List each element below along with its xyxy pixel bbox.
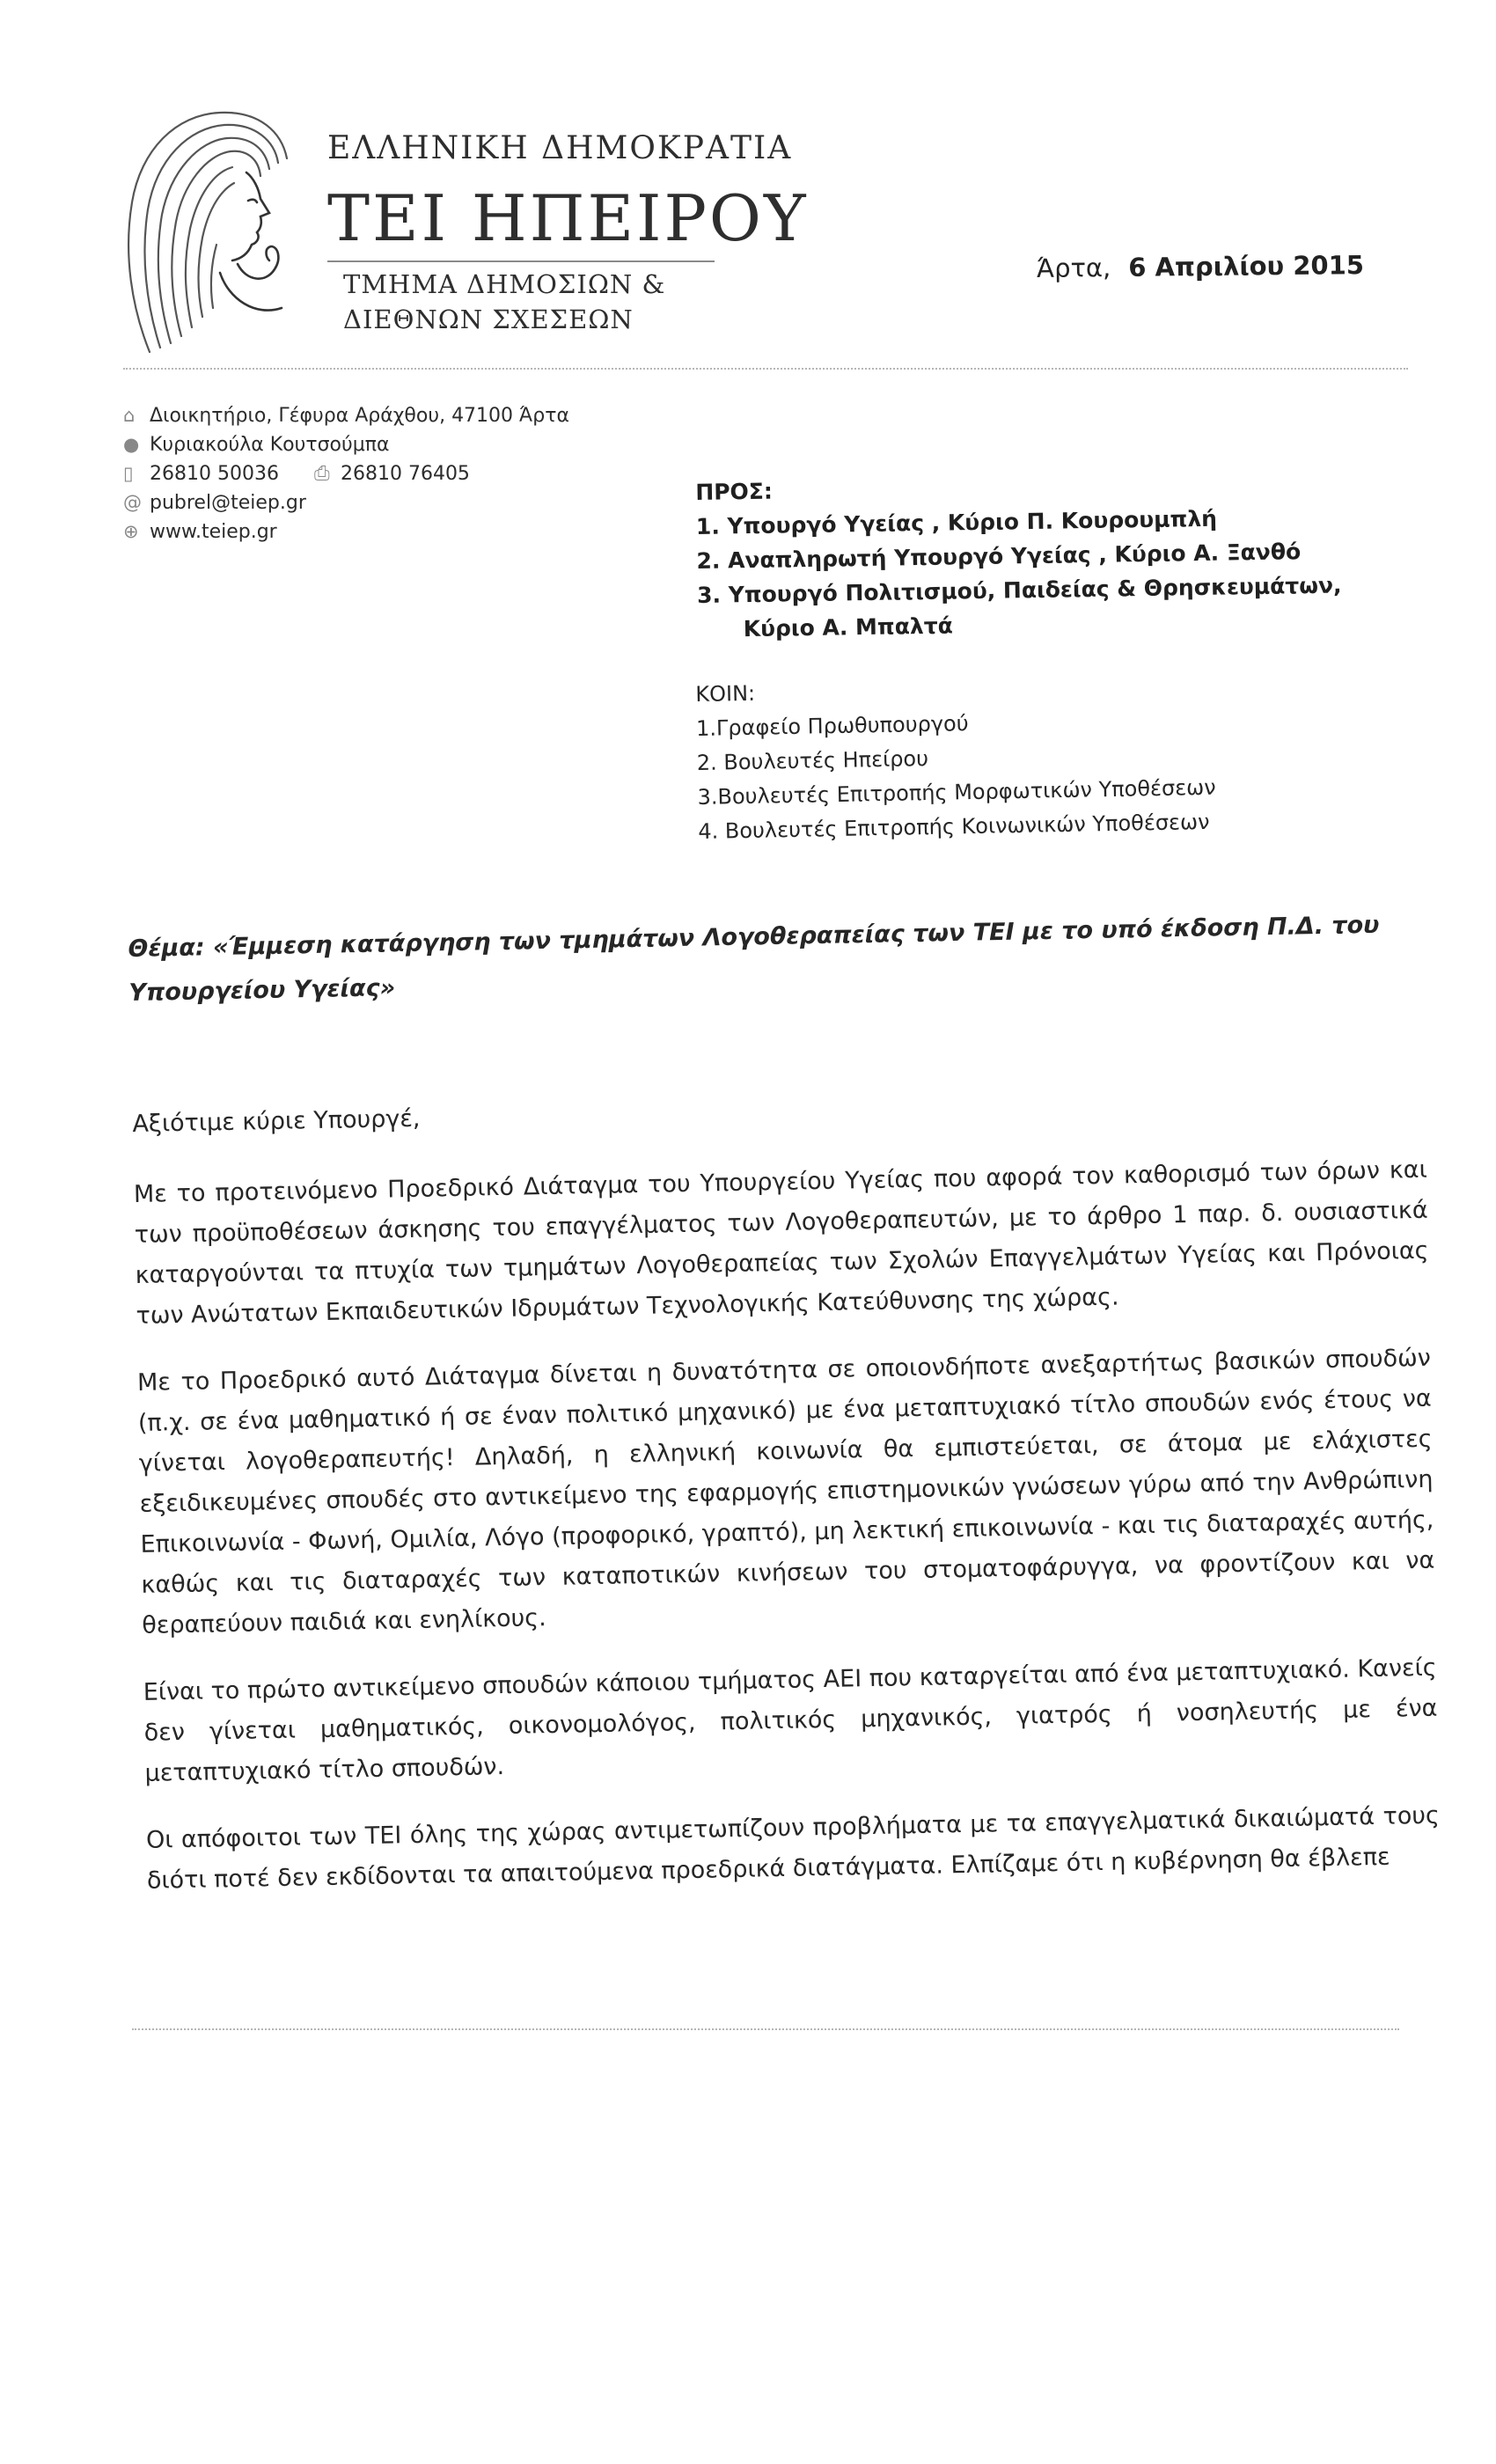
recipient-item: Κύριο Α. Μπαλτά [743,612,954,642]
contact-address-row [123,401,569,430]
contact-address: Διοικητήριο, Γέφυρα Αράχθου, 47100 Άρτα [150,405,569,427]
letterhead-department-line1: ΤΜΗΜΑ ΔΗΜΟΣΙΩΝ & [343,269,666,299]
recipients-block [695,465,1342,646]
header-divider [123,368,1408,370]
recipient-item: 3. Υπουργό Πολιτισμού, Παιδείας & Θρησκευμάτων, [696,572,1342,608]
person-icon: ● [123,434,140,455]
body-paragraph: Οι απόφοιτοι των ΤΕΙ όλης της χώρας αντιμετωπίζουν προβλήματα με τα επαγγελματικά δικαιώματά τους διότι ποτέ δεν εκδίδονται τα απαιτούμενα προεδρικά διατάγματα. Ελπίζαμε ότι η κυβέρνηση θα έβλεπε [145,1801,1441,1895]
letterhead-country: ΕΛΛΗΝΙΚΗ ΔΗΜΟΚΡΑΤΙΑ [327,130,793,166]
contact-email[interactable]: pubrel@teiep.gr [150,492,306,514]
recipients-heading: ΠΡΟΣ: [695,478,774,505]
cc-heading: ΚΟΙΝ: [695,680,756,707]
phone-icon: ▯ [123,463,134,484]
cc-item: 1.Γραφείο Πρωθυπουργού [695,711,969,741]
recipient-item: 1. Υπουργό Υγείας , Κύριο Π. Κουρουμπλή [695,505,1218,539]
contact-web[interactable]: www.teiep.gr [150,521,277,543]
letter-date [1037,250,1364,283]
recipient-item: 2. Αναπληρωτή Υπουργό Υγείας , Κύριο Α. Ξανθό [696,539,1302,574]
cc-item: 3.Βουλευτές Επιτροπής Μορφωτικών Υποθέσεων [697,774,1216,810]
salutation: Αξιότιμε κύριε Υπουργέ, [132,1104,421,1138]
fax-icon: ⎙ [313,463,330,485]
contact-person-row [123,430,569,459]
body-paragraph: Με το προτεινόμενο Προεδρικό Διάταγμα του Υπουργείου Υγείας που αφορά τον καθορισμό των όρων και των προϋποθέσεων άσκησης του επαγγέλματος των Λογοθεραπευτών, με το άρθρο 1 παρ. δ. ουσιαστικά καταργούνται τα πτυχία των τμημάτων Λογοθεραπείας των Σχολών Επαγγελμάτων Υγείας και Πρόνοιας των Ανώτατων Εκπαιδευτικών Ιδρυμάτων Τεχνολογικής Κατεύθυνσης της χώρας. [133,1155,1429,1330]
letterhead-institution: ΤΕΙ ΗΠΕΙΡΟΥ [327,181,809,255]
page-break-divider [132,2028,1399,2030]
letter-subject: Θέμα: «Έμμεση κατάργηση των τμημάτων Λογοθεραπείας των ΤΕΙ με το υπό έκδοση Π.Δ. του Υπουργείου Υγείας» [128,911,1380,1007]
cc-item: 2. Βουλευτές Ηπείρου [696,745,929,775]
tei-epirus-logo [114,97,308,361]
letter-body [132,1080,1441,1928]
globe-icon: ⊕ [123,521,139,542]
contact-phone-row [123,459,569,488]
cc-block [695,668,1217,849]
contact-person: Κυριακούλα Κουτσούμπα [150,434,390,456]
body-paragraph: Με το Προεδρικό αυτό Διάταγμα δίνεται η δυνατότητα σε οποιονδήποτε ανεξαρτήτως βασικών σπουδών (π.χ. σε ένα μαθηματικό ή σε έναν πολιτικό μηχανικό) με ένα μεταπτυχιακό τίτλο σπουδών ενός έτους να γίνεται λογοθεραπευτής! Δηλαδή, η ελληνική κοινωνία θα εμπιστεύεται, σε άτομα με ελάχιστες εξειδικευμένες σπουδές στο αντικείμενο της εφαρμογής επιστημονικών γνώσεων γύρω από την Ανθρώπινη Επικοινωνία - Φωνή, Ομιλία, Λόγο (προφορικό, γραπτό), μη λεκτική επικοινωνία - και τις διαταραχές αυτής, καθώς και τις διαταραχές των καταποτικών κινήσεων του στοματοφάρυγγα, να φροντίζουν και να θεραπεύουν παιδιά και ενηλίκους. [136,1344,1435,1639]
contact-block [123,401,569,546]
body-paragraph: Είναι το πρώτο αντικείμενο σπουδών κάποιου τμήματος ΑΕΙ που καταργείται από ένα μεταπτυχιακό. Κανείς δεν γίνεται μαθηματικός, οικονομολόγος, πολιτικός μηχανικός, γιατρός ή νοσηλευτής με ένα μεταπτυχιακό τίτλο σπουδών. [143,1654,1438,1787]
contact-web-row [123,517,569,546]
letterhead-divider [327,260,715,262]
letterhead-department-line2: ΔΙΕΘΝΩΝ ΣΧΕΣΕΩΝ [343,304,634,334]
contact-phone: 26810 50036 [150,463,279,485]
cc-item: 4. Βουλευτές Επιτροπής Κοινωνικών Υποθέσεων [698,809,1210,844]
home-icon: ⌂ [123,405,136,426]
date-place: Άρτα, [1036,253,1111,283]
contact-email-row [123,488,569,517]
date-value: 6 Απριλίου 2015 [1128,250,1365,282]
at-icon: @ [123,492,142,513]
contact-fax: 26810 76405 [340,463,470,485]
